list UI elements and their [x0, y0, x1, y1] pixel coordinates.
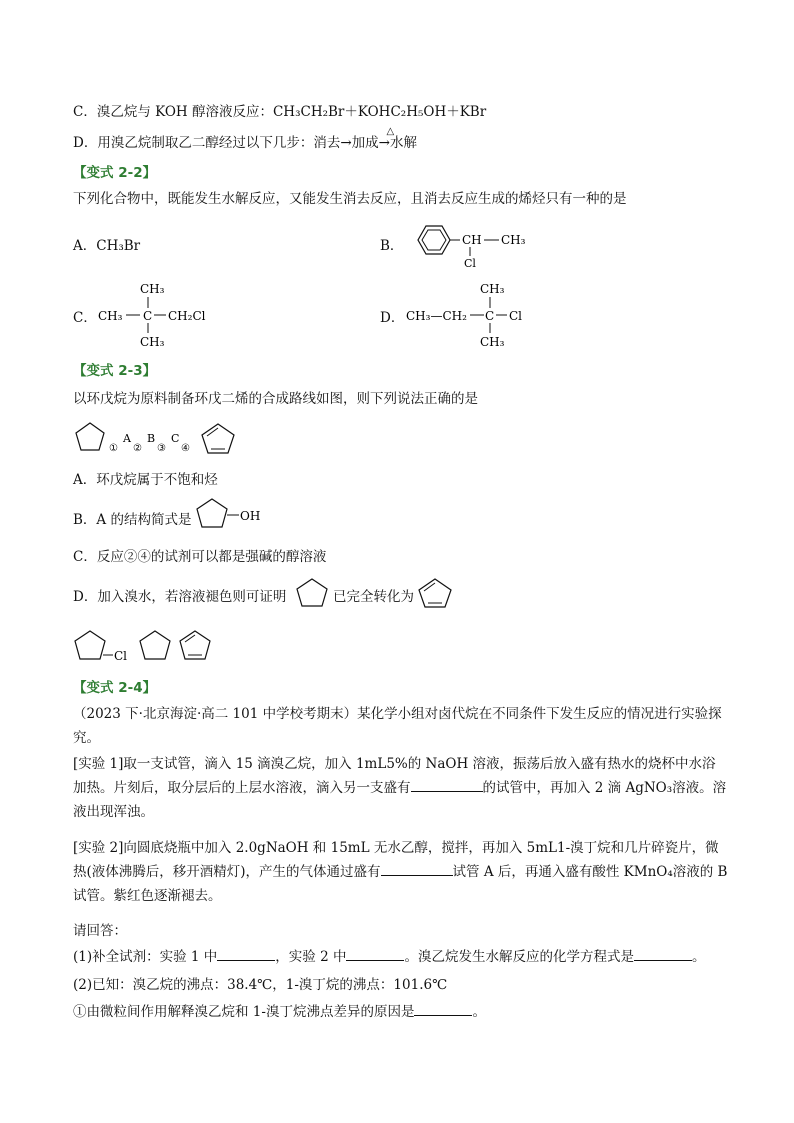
q2-1-blank[interactable]: [414, 1001, 472, 1016]
cyclopentadiene-icon: [202, 424, 234, 453]
q24-part-2-1: [73, 1000, 486, 1020]
q22-option-d-structure: [404, 280, 544, 350]
exp1-blank[interactable]: [411, 777, 483, 792]
q1-text-d: 。: [691, 949, 706, 965]
q1-text-a: (1)补全试剂：实验 1 中: [73, 949, 218, 965]
exp2-text-a: [实验 2]向圆底烧瓶中加入 2.0gNaOH 和 15mL 无水乙醇，搅拌，再加入 5mL1-溴丁烷和几片碎瓷片，微热(液体沸腾后，移开酒精灯)，产生的气体通过盛有: [73, 840, 719, 880]
q23-option-b: [73, 508, 191, 528]
exp1-text-a: [实验 1]取一支试管，滴入 15 滴溴乙烷，加入 1mL5%的 NaOH 溶液，振荡后放入盛有热水的烧杯中水浴加热。片刻后，取分层后的上层水溶液，滴入另一支盛有: [73, 756, 716, 796]
b-ch3-text: CH₃: [501, 233, 526, 247]
q23-option-c: C．反应②④的试剂可以都是强碱的醇溶液: [73, 549, 327, 565]
option-c-line: [73, 100, 487, 137]
q23-option-a: A．环戊烷属于不饱和烃: [73, 472, 218, 488]
route-step-4: ④: [181, 443, 190, 454]
q23-option-d-pre: D．加入溴水，若溶液褪色则可证明: [73, 589, 287, 605]
route-step-2: ②: [133, 443, 142, 454]
cyclopentadiene-icon-2: [180, 631, 210, 659]
oh-text: OH: [240, 509, 261, 523]
q22-option-a: A．CH₃Br: [73, 238, 141, 254]
d-ch3-bottom: CH₃: [480, 335, 505, 349]
q1-blank-1[interactable]: [217, 946, 275, 961]
q1-text-b: ，实验 2 中: [275, 949, 347, 965]
d-cyclopentadiene-icon: [418, 577, 454, 609]
q1-blank-3[interactable]: [634, 946, 692, 961]
c-left: CH₃: [98, 309, 123, 323]
synthesis-route: [73, 420, 253, 462]
route-c: C: [171, 432, 180, 445]
route-a: A: [123, 432, 131, 445]
option-c-products: C₂H₅OH＋KBr: [390, 104, 487, 120]
question-2-3-stem: 以环戊烷为原料制备环戊二烯的合成路线如图，则下列说法正确的是: [73, 391, 478, 407]
q22-option-d-label: D．: [380, 310, 405, 326]
d-center: C: [485, 309, 495, 323]
c-ch3-bottom: CH₃: [140, 335, 165, 349]
option-d-line: D．用溴乙烷制取乙二醇经过以下几步：消去→加成→水解: [73, 135, 417, 151]
section-heading-2-4: 【变式 2-4】: [73, 680, 157, 696]
q1-text-c: 。溴乙烷发生水解反应的化学方程式是: [404, 949, 634, 965]
cyclopentene-icon: [140, 631, 170, 659]
q1-blank-2[interactable]: [346, 946, 404, 961]
c-ch3-top: CH₃: [140, 282, 165, 296]
q22-option-c-label: C．: [73, 310, 97, 326]
b-cl-text: Cl: [464, 257, 476, 270]
question-2-2-stem: 下列化合物中，既能发生水解反应，又能发生消去反应，且消去反应生成的烯烃只有一种的是: [73, 191, 627, 207]
q22-option-b-label: B．: [380, 238, 404, 254]
d-ch3-top: CH₃: [480, 282, 505, 296]
c-right: CH₂Cl: [168, 309, 206, 323]
q22-option-c-structure: [96, 280, 226, 350]
q23-option-d-mid: 已完全转化为: [333, 589, 414, 605]
heat-symbol: △: [386, 126, 395, 137]
q24-ask: 请回答：: [73, 923, 127, 939]
route-b: B: [147, 432, 156, 445]
route-step-1: ①: [109, 443, 118, 454]
d-cl: Cl: [509, 309, 523, 323]
c-center: C: [143, 309, 153, 323]
q24-experiment-2: [73, 836, 728, 908]
q24-experiment-1: [73, 752, 728, 824]
b-ch-text: CH: [462, 233, 482, 247]
chlorocyclopentane-icon: [75, 631, 127, 663]
q2-1-text: ①由微粒间作用解释溴乙烷和 1-溴丁烷沸点差异的原因是: [73, 1004, 415, 1020]
cyclopentanol-structure: [195, 496, 275, 534]
q24-source: （2023 下·北京海淀·高二 101 中学校考期末）某化学小组对卤代烷在不同条件下发生反应的情况进行实验探究。: [73, 706, 722, 746]
d-left: CH₃—CH₂: [406, 309, 467, 323]
d-cyclopentane-icon: [296, 577, 330, 609]
exp1-text-b: 的试管中，再加入 2 滴 AgNO₃溶液。溶液出现浑浊。: [73, 780, 727, 820]
cyclopentane-icon: [76, 423, 104, 450]
cl-text: Cl: [114, 649, 128, 663]
exp2-text-b: 试管 A 后，再通入盛有酸性 KMnO₄溶液的 B 试管。紫红色逐渐褪去。: [73, 864, 728, 904]
bottom-structures: [73, 628, 223, 668]
option-c-text: C．溴乙烷与 KOH 醇溶液反应：CH₃CH₂Br＋KOH: [73, 104, 391, 120]
section-heading-2-3: 【变式 2-3】: [73, 363, 157, 379]
q2-1-end: 。: [472, 1004, 486, 1020]
q23-option-b-text: B．A 的结构简式是: [73, 512, 192, 528]
q22-option-b-structure: [404, 220, 544, 270]
exp2-blank[interactable]: [381, 861, 453, 876]
q24-part-2: (2)已知：溴乙烷的沸点：38.4℃，1-溴丁烷的沸点：101.6℃: [73, 977, 448, 993]
section-heading-2-2: 【变式 2-2】: [73, 165, 157, 181]
q24-part-1: [73, 945, 705, 965]
route-step-3: ③: [157, 443, 166, 454]
